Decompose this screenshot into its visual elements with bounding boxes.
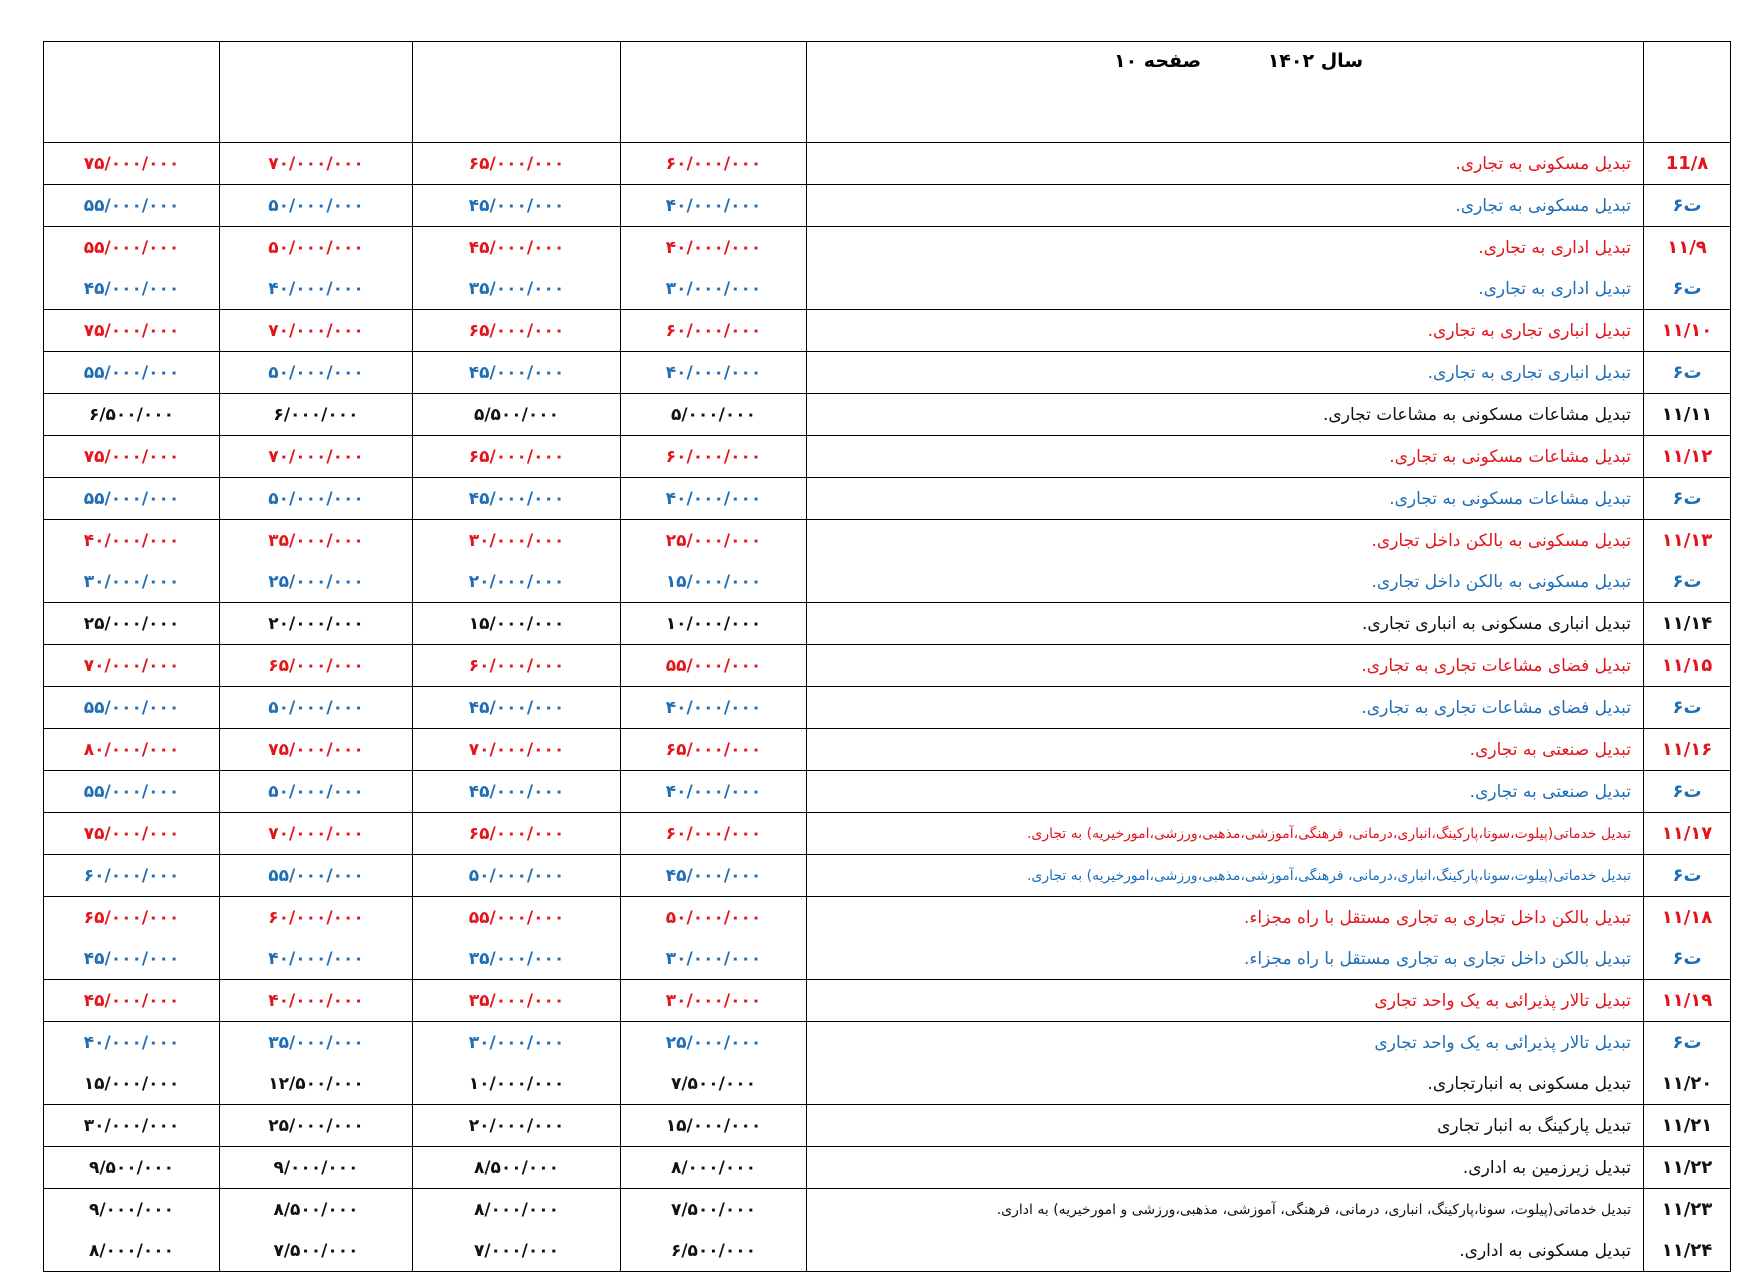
row-value-1: ۳۰/۰۰۰/۰۰۰ [621, 268, 807, 310]
row-value-2: ۴۵/۰۰۰/۰۰۰ [413, 227, 621, 269]
row-code: ۱۱/۱۲ [1644, 436, 1731, 478]
page-label: صفحه ۱۰ [1113, 50, 1202, 72]
row-value-2: ۴۵/۰۰۰/۰۰۰ [413, 687, 621, 729]
row-value-4: ۷۵/۰۰۰/۰۰۰ [44, 143, 220, 185]
row-value-4: ۵۵/۰۰۰/۰۰۰ [44, 687, 220, 729]
row-code: ت۶ [1644, 687, 1731, 729]
row-value-2: ۶۰/۰۰۰/۰۰۰ [413, 645, 621, 687]
row-value-4: ۵۵/۰۰۰/۰۰۰ [44, 352, 220, 394]
row-value-2: ۳۰/۰۰۰/۰۰۰ [413, 520, 621, 562]
table-row [44, 185, 1731, 227]
row-description: تبدیل انباری تجاری به تجاری. [807, 310, 1644, 352]
table-row [44, 855, 1731, 897]
row-value-3: ۶/۰۰۰/۰۰۰ [220, 394, 413, 436]
table-row [44, 603, 1731, 645]
table-row [44, 813, 1731, 855]
row-value-1: ۳۰/۰۰۰/۰۰۰ [621, 938, 807, 980]
table-row [44, 268, 1731, 310]
table-row [44, 729, 1731, 771]
row-code: ت۶ [1644, 561, 1731, 603]
row-value-3: ۵۰/۰۰۰/۰۰۰ [220, 478, 413, 520]
row-value-3: ۳۵/۰۰۰/۰۰۰ [220, 1022, 413, 1064]
row-description: تبدیل مسکونی به بالکن داخل تجاری. [807, 561, 1644, 603]
row-value-2: ۲۰/۰۰۰/۰۰۰ [413, 1105, 621, 1147]
row-code: ت۶ [1644, 771, 1731, 813]
row-value-4: ۴۰/۰۰۰/۰۰۰ [44, 520, 220, 562]
row-description: تبدیل خدماتی(پیلوت،سونا،پارکینگ،انباری،درمانی، فرهنگی،آموزشی،مذهبی،ورزشی،امورخیریه) به تجاری. [807, 813, 1644, 855]
table-header-row [44, 42, 1731, 143]
table-row [44, 310, 1731, 352]
row-description: تبدیل مسکونی به تجاری. [807, 143, 1644, 185]
row-value-1: ۴۰/۰۰۰/۰۰۰ [621, 185, 807, 227]
row-value-3: ۵۰/۰۰۰/۰۰۰ [220, 185, 413, 227]
row-description: تبدیل انباری مسکونی به انباری تجاری. [807, 603, 1644, 645]
row-value-1: ۶/۵۰۰/۰۰۰ [621, 1230, 807, 1272]
row-code: ۱۱/۱۰ [1644, 310, 1731, 352]
row-value-4: ۶/۵۰۰/۰۰۰ [44, 394, 220, 436]
row-value-4: ۹/۵۰۰/۰۰۰ [44, 1147, 220, 1189]
row-value-2: ۳۵/۰۰۰/۰۰۰ [413, 938, 621, 980]
row-value-4: ۴۵/۰۰۰/۰۰۰ [44, 268, 220, 310]
row-value-1: ۵۰/۰۰۰/۰۰۰ [621, 897, 807, 939]
row-code: ت۶ [1644, 268, 1731, 310]
table-row [44, 1189, 1731, 1231]
row-code: ۱۱/۱۸ [1644, 897, 1731, 939]
row-value-3: ۶۰/۰۰۰/۰۰۰ [220, 897, 413, 939]
header-col-4 [44, 42, 220, 143]
row-value-2: ۷/۰۰۰/۰۰۰ [413, 1230, 621, 1272]
row-value-3: ۷۰/۰۰۰/۰۰۰ [220, 310, 413, 352]
row-value-4: ۷۵/۰۰۰/۰۰۰ [44, 310, 220, 352]
row-code: ۱۱/۲۳ [1644, 1189, 1731, 1231]
table-row [44, 1147, 1731, 1189]
row-value-4: ۶۵/۰۰۰/۰۰۰ [44, 897, 220, 939]
row-value-3: ۵۵/۰۰۰/۰۰۰ [220, 855, 413, 897]
row-value-4: ۶۰/۰۰۰/۰۰۰ [44, 855, 220, 897]
row-value-3: ۷۵/۰۰۰/۰۰۰ [220, 729, 413, 771]
row-value-2: ۶۵/۰۰۰/۰۰۰ [413, 143, 621, 185]
row-value-4: ۲۵/۰۰۰/۰۰۰ [44, 603, 220, 645]
row-value-1: ۴۰/۰۰۰/۰۰۰ [621, 771, 807, 813]
row-code: ۱۱/۱۱ [1644, 394, 1731, 436]
row-description: تبدیل بالکن داخل تجاری به تجاری مستقل با راه مجزاء. [807, 897, 1644, 939]
row-value-3: ۷۰/۰۰۰/۰۰۰ [220, 436, 413, 478]
row-value-2: ۴۵/۰۰۰/۰۰۰ [413, 352, 621, 394]
row-value-2: ۸/۵۰۰/۰۰۰ [413, 1147, 621, 1189]
row-value-1: ۴۵/۰۰۰/۰۰۰ [621, 855, 807, 897]
row-description: تبدیل مسکونی به بالکن داخل تجاری. [807, 520, 1644, 562]
row-value-4: ۸/۰۰۰/۰۰۰ [44, 1230, 220, 1272]
row-value-3: ۴۰/۰۰۰/۰۰۰ [220, 938, 413, 980]
row-value-1: ۱۵/۰۰۰/۰۰۰ [621, 1105, 807, 1147]
table-row [44, 561, 1731, 603]
row-value-1: ۶۰/۰۰۰/۰۰۰ [621, 813, 807, 855]
row-value-1: ۵۵/۰۰۰/۰۰۰ [621, 645, 807, 687]
row-value-3: ۷/۵۰۰/۰۰۰ [220, 1230, 413, 1272]
row-description: تبدیل زیرزمین به اداری. [807, 1147, 1644, 1189]
row-value-2: ۱۰/۰۰۰/۰۰۰ [413, 1063, 621, 1105]
row-value-1: ۴۰/۰۰۰/۰۰۰ [621, 352, 807, 394]
row-description: تبدیل فضای مشاعات تجاری به تجاری. [807, 645, 1644, 687]
row-code: ۱۱/۲۲ [1644, 1147, 1731, 1189]
row-code: ۱۱/۲۱ [1644, 1105, 1731, 1147]
table-row [44, 352, 1731, 394]
row-value-2: ۶۵/۰۰۰/۰۰۰ [413, 436, 621, 478]
row-value-2: ۴۵/۰۰۰/۰۰۰ [413, 478, 621, 520]
row-value-2: ۸/۰۰۰/۰۰۰ [413, 1189, 621, 1231]
table-row [44, 938, 1731, 980]
row-value-2: ۵۰/۰۰۰/۰۰۰ [413, 855, 621, 897]
row-description: تبدیل انباری تجاری به تجاری. [807, 352, 1644, 394]
row-value-4: ۵۵/۰۰۰/۰۰۰ [44, 185, 220, 227]
row-code: ۱۱/۲۴ [1644, 1230, 1731, 1272]
row-value-2: ۳۰/۰۰۰/۰۰۰ [413, 1022, 621, 1064]
table-row [44, 227, 1731, 269]
row-value-4: ۱۵/۰۰۰/۰۰۰ [44, 1063, 220, 1105]
table-row [44, 1230, 1731, 1272]
table-row [44, 897, 1731, 939]
row-description: تبدیل مسکونی به تجاری. [807, 185, 1644, 227]
row-code: ۱۱/۱۳ [1644, 520, 1731, 562]
row-value-4: ۴۵/۰۰۰/۰۰۰ [44, 980, 220, 1022]
row-code: ت۶ [1644, 938, 1731, 980]
row-value-2: ۳۵/۰۰۰/۰۰۰ [413, 268, 621, 310]
row-value-1: ۴۰/۰۰۰/۰۰۰ [621, 478, 807, 520]
row-description: تبدیل صنعتی به تجاری. [807, 771, 1644, 813]
row-value-2: ۷۰/۰۰۰/۰۰۰ [413, 729, 621, 771]
row-value-3: ۴۰/۰۰۰/۰۰۰ [220, 980, 413, 1022]
row-value-3: ۱۲/۵۰۰/۰۰۰ [220, 1063, 413, 1105]
row-value-3: ۶۵/۰۰۰/۰۰۰ [220, 645, 413, 687]
row-value-4: ۷۵/۰۰۰/۰۰۰ [44, 813, 220, 855]
header-col-2 [413, 42, 621, 143]
row-description: تبدیل صنعتی به تجاری. [807, 729, 1644, 771]
table-row [44, 645, 1731, 687]
row-description: تبدیل فضای مشاعات تجاری به تجاری. [807, 687, 1644, 729]
row-value-1: ۳۰/۰۰۰/۰۰۰ [621, 980, 807, 1022]
table-row [44, 687, 1731, 729]
header-desc-cell [807, 42, 1644, 143]
row-description: تبدیل مسکونی به انبارتجاری. [807, 1063, 1644, 1105]
row-code: ۱۱/۱۹ [1644, 980, 1731, 1022]
row-code: ت۶ [1644, 1022, 1731, 1064]
row-description: تبدیل اداری به تجاری. [807, 227, 1644, 269]
row-value-1: ۱۵/۰۰۰/۰۰۰ [621, 561, 807, 603]
header-col-3 [220, 42, 413, 143]
row-value-1: ۴۰/۰۰۰/۰۰۰ [621, 227, 807, 269]
row-value-1: ۸/۰۰۰/۰۰۰ [621, 1147, 807, 1189]
row-value-3: ۵۰/۰۰۰/۰۰۰ [220, 352, 413, 394]
row-code: ۱۱/۱۶ [1644, 729, 1731, 771]
row-description: تبدیل تالار پذیرائی به یک واحد تجاری [807, 980, 1644, 1022]
table-row [44, 478, 1731, 520]
row-description: تبدیل مشاعات مسکونی به تجاری. [807, 478, 1644, 520]
table-row [44, 1105, 1731, 1147]
row-description: تبدیل خدماتی(پیلوت،سونا،پارکینگ،انباری،درمانی، فرهنگی،آموزشی،مذهبی،ورزشی،امورخیریه) به تجاری. [807, 855, 1644, 897]
row-value-3: ۳۵/۰۰۰/۰۰۰ [220, 520, 413, 562]
table-row [44, 520, 1731, 562]
tariff-sheet [43, 41, 1731, 1272]
row-description: تبدیل مسکونی به اداری. [807, 1230, 1644, 1272]
row-value-3: ۵۰/۰۰۰/۰۰۰ [220, 227, 413, 269]
row-code: 11/۸ [1644, 143, 1731, 185]
table-row [44, 394, 1731, 436]
row-value-3: ۲۵/۰۰۰/۰۰۰ [220, 561, 413, 603]
row-value-4: ۸۰/۰۰۰/۰۰۰ [44, 729, 220, 771]
row-code: ۱۱/۱۵ [1644, 645, 1731, 687]
row-value-3: ۲۵/۰۰۰/۰۰۰ [220, 1105, 413, 1147]
table-row [44, 980, 1731, 1022]
row-value-3: ۴۰/۰۰۰/۰۰۰ [220, 268, 413, 310]
row-value-2: ۵۵/۰۰۰/۰۰۰ [413, 897, 621, 939]
row-value-2: ۳۵/۰۰۰/۰۰۰ [413, 980, 621, 1022]
table-row [44, 1022, 1731, 1064]
row-value-1: ۷/۵۰۰/۰۰۰ [621, 1063, 807, 1105]
row-value-1: ۲۵/۰۰۰/۰۰۰ [621, 1022, 807, 1064]
table-row [44, 143, 1731, 185]
row-description: تبدیل تالار پذیرائی به یک واحد تجاری [807, 1022, 1644, 1064]
row-value-4: ۵۵/۰۰۰/۰۰۰ [44, 478, 220, 520]
table-row [44, 771, 1731, 813]
row-value-1: ۷/۵۰۰/۰۰۰ [621, 1189, 807, 1231]
row-description: تبدیل پارکینگ به انبار تجاری [807, 1105, 1644, 1147]
row-value-1: ۴۰/۰۰۰/۰۰۰ [621, 687, 807, 729]
row-description: تبدیل خدماتی(پیلوت، سونا،پارکینگ، انباری، درمانی، فرهنگی، آموزشی، مذهبی،ورزشی و امورخیریه) به اداری. [807, 1189, 1644, 1231]
row-value-4: ۴۵/۰۰۰/۰۰۰ [44, 938, 220, 980]
row-value-3: ۵۰/۰۰۰/۰۰۰ [220, 771, 413, 813]
row-value-4: ۷۵/۰۰۰/۰۰۰ [44, 436, 220, 478]
row-value-3: ۵۰/۰۰۰/۰۰۰ [220, 687, 413, 729]
row-value-2: ۱۵/۰۰۰/۰۰۰ [413, 603, 621, 645]
row-value-1: ۵/۰۰۰/۰۰۰ [621, 394, 807, 436]
row-value-4: ۹/۰۰۰/۰۰۰ [44, 1189, 220, 1231]
row-value-2: ۵/۵۰۰/۰۰۰ [413, 394, 621, 436]
row-description: تبدیل اداری به تجاری. [807, 268, 1644, 310]
row-value-3: ۸/۵۰۰/۰۰۰ [220, 1189, 413, 1231]
tariff-table [43, 41, 1731, 1272]
row-value-3: ۷۰/۰۰۰/۰۰۰ [220, 143, 413, 185]
row-code: ۱۱/۱۷ [1644, 813, 1731, 855]
table-row [44, 1063, 1731, 1105]
row-value-4: ۴۰/۰۰۰/۰۰۰ [44, 1022, 220, 1064]
row-value-1: ۶۰/۰۰۰/۰۰۰ [621, 310, 807, 352]
header-code-cell [1644, 42, 1731, 143]
row-description: تبدیل بالکن داخل تجاری به تجاری مستقل با راه مجزاء. [807, 938, 1644, 980]
header-title [807, 42, 1643, 72]
row-code: ۱۱/۹ [1644, 227, 1731, 269]
row-value-4: ۵۵/۰۰۰/۰۰۰ [44, 227, 220, 269]
row-value-1: ۲۵/۰۰۰/۰۰۰ [621, 520, 807, 562]
row-value-4: ۷۰/۰۰۰/۰۰۰ [44, 645, 220, 687]
row-description: تبدیل مشاعات مسکونی به مشاعات تجاری. [807, 394, 1644, 436]
row-value-3: ۷۰/۰۰۰/۰۰۰ [220, 813, 413, 855]
row-code: ت۶ [1644, 478, 1731, 520]
row-value-2: ۶۵/۰۰۰/۰۰۰ [413, 813, 621, 855]
row-code: ۱۱/۲۰ [1644, 1063, 1731, 1105]
row-value-1: ۶۵/۰۰۰/۰۰۰ [621, 729, 807, 771]
row-value-2: ۲۰/۰۰۰/۰۰۰ [413, 561, 621, 603]
row-value-3: ۹/۰۰۰/۰۰۰ [220, 1147, 413, 1189]
row-value-4: ۳۰/۰۰۰/۰۰۰ [44, 561, 220, 603]
row-code: ت۶ [1644, 352, 1731, 394]
row-value-1: ۱۰/۰۰۰/۰۰۰ [621, 603, 807, 645]
row-code: ت۶ [1644, 185, 1731, 227]
row-value-3: ۲۰/۰۰۰/۰۰۰ [220, 603, 413, 645]
year-label: سال ۱۴۰۲ [1267, 50, 1363, 72]
row-value-2: ۴۵/۰۰۰/۰۰۰ [413, 771, 621, 813]
row-value-4: ۵۵/۰۰۰/۰۰۰ [44, 771, 220, 813]
row-code: ۱۱/۱۴ [1644, 603, 1731, 645]
header-col-1 [621, 42, 807, 143]
row-value-2: ۶۵/۰۰۰/۰۰۰ [413, 310, 621, 352]
row-value-1: ۶۰/۰۰۰/۰۰۰ [621, 143, 807, 185]
row-value-1: ۶۰/۰۰۰/۰۰۰ [621, 436, 807, 478]
row-description: تبدیل مشاعات مسکونی به تجاری. [807, 436, 1644, 478]
row-value-4: ۳۰/۰۰۰/۰۰۰ [44, 1105, 220, 1147]
row-value-2: ۴۵/۰۰۰/۰۰۰ [413, 185, 621, 227]
row-code: ت۶ [1644, 855, 1731, 897]
table-row [44, 436, 1731, 478]
